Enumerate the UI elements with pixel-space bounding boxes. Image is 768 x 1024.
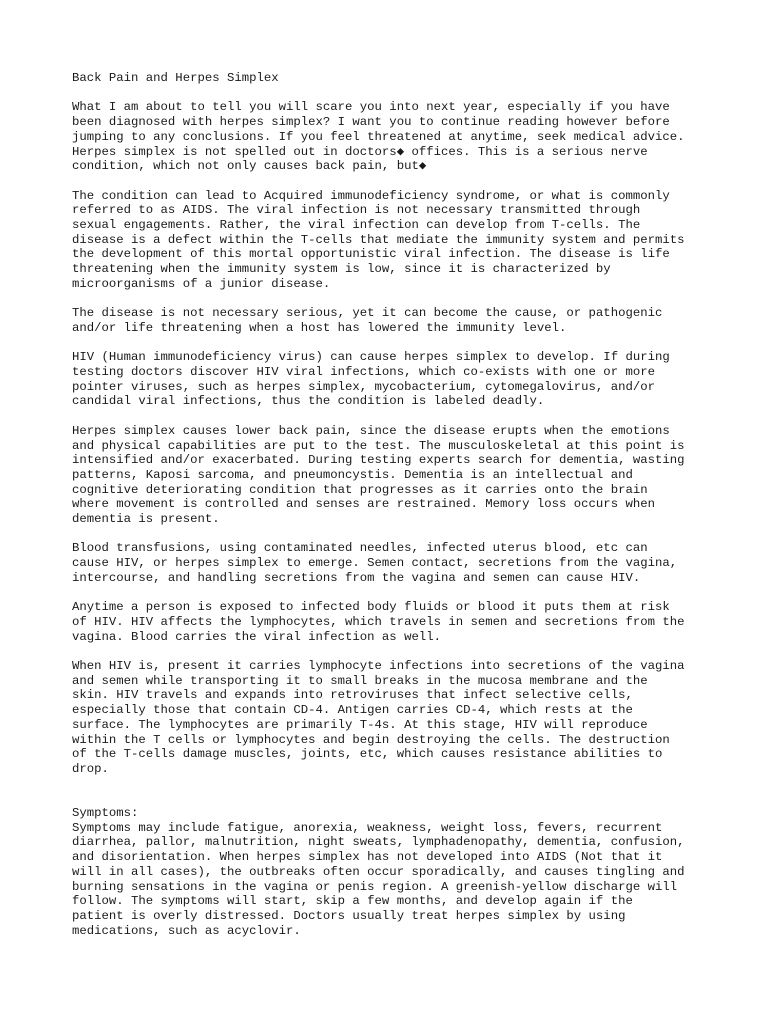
paragraph-lymphocytes: When HIV is, present it carries lymphocyte infections into secretions of the vagina and semen while transporting it to small breaks in the mucosa membrane and the skin. HIV travels and expands into retroviruses that infect selective cells, especially those that contain CD-4. Antigen carries CD-4, which rests at the surface. The lymphocytes are primarily T-4s. At this stage, HIV will reproduce within the T cells or lymphocytes and begin destroying the cells. The destruction of the T-cells damage muscles, joints, etc, which causes resistance abilities to drop. [72, 659, 685, 776]
symptoms-heading: Symptoms: [72, 806, 139, 821]
paragraph-hiv: HIV (Human immunodeficiency virus) can cause herpes simplex to develop. If during testing doctors discover HIV viral infections, which co-exists with one or more pointer viruses, such as herpes simplex, mycobacterium, cytomegalovirus, and/or candidal viral infections, thus the condition is labeled deadly. [72, 350, 670, 409]
paragraph-aids: The condition can lead to Acquired immunodeficiency syndrome, or what is commonly referred to as AIDS. The viral infection is not necessary transmitted through sexual engagements. Rather, the viral infection can develop from T-cells. The disease is a defect within the T-cells that mediate the immunity system and permits the development of this mortal opportunistic viral infection. The disease is life threatening when the immunity system is low, since it is characterized by microorganisms of a junior disease. [72, 188, 685, 291]
paragraph-intro: What I am about to tell you will scare you into next year, especially if you have been diagnosed with herpes simplex? I want you to continue reading however before jumping to any conclusions. If you feel threatened at anytime, seek medical advice. Herpes simplex is not spelled out in doctors◆ offices. This is a serious nerve condition, which not only causes back pain, but◆ [72, 100, 685, 174]
paragraph-not-serious: The disease is not necessary serious, yet it can become the cause, or pathogenic and/or life threatening when a host has lowered the immunity level. [72, 306, 663, 335]
document-page [72, 71, 712, 938]
document-title: Back Pain and Herpes Simplex [72, 71, 279, 85]
paragraph-back-pain: Herpes simplex causes lower back pain, since the disease erupts when the emotions and physical capabilities are put to the test. The musculoskeletal at this point is intensified and/or exacerbated. During testing experts search for dementia, wasting patterns, Kaposi sarcoma, and pneumoncystis. Dementia is an intellectual and cognitive deteriorating condition that progresses as it carries onto the brain where movement is controlled and senses are restrained. Memory loss occurs when dementia is present. [72, 423, 685, 527]
paragraph-transfusions: Blood transfusions, using contaminated needles, infected uterus blood, etc can cause HIV, or herpes simplex to emerge. Semen contact, secretions from the vagina, intercourse, and handling secretions from the vagina and semen can cause HIV. [72, 541, 678, 585]
symptoms-text: Symptoms may include fatigue, anorexia, weakness, weight loss, fevers, recurrent diarrhea, pallor, malnutrition, night sweats, lymphadenopathy, dementia, confusion, and disorientation. When herpes simplex has not developed into AIDS (Not that it will in all cases), the outbreaks often occur sporadically, and causes tingling and burning sensations in the vagina or penis region. A greenish-yellow discharge will follow. The symptoms will start, skip a few months, and develop again if the patient is overly distressed. Doctors usually treat herpes simplex by using medications, such as acyclovir. [72, 820, 685, 938]
paragraph-exposure: Anytime a person is exposed to infected body fluids or blood it puts them at risk of HIV. HIV affects the lymphocytes, which travels in semen and secretions from the vagina. Blood carries the viral infection as well. [72, 600, 685, 644]
